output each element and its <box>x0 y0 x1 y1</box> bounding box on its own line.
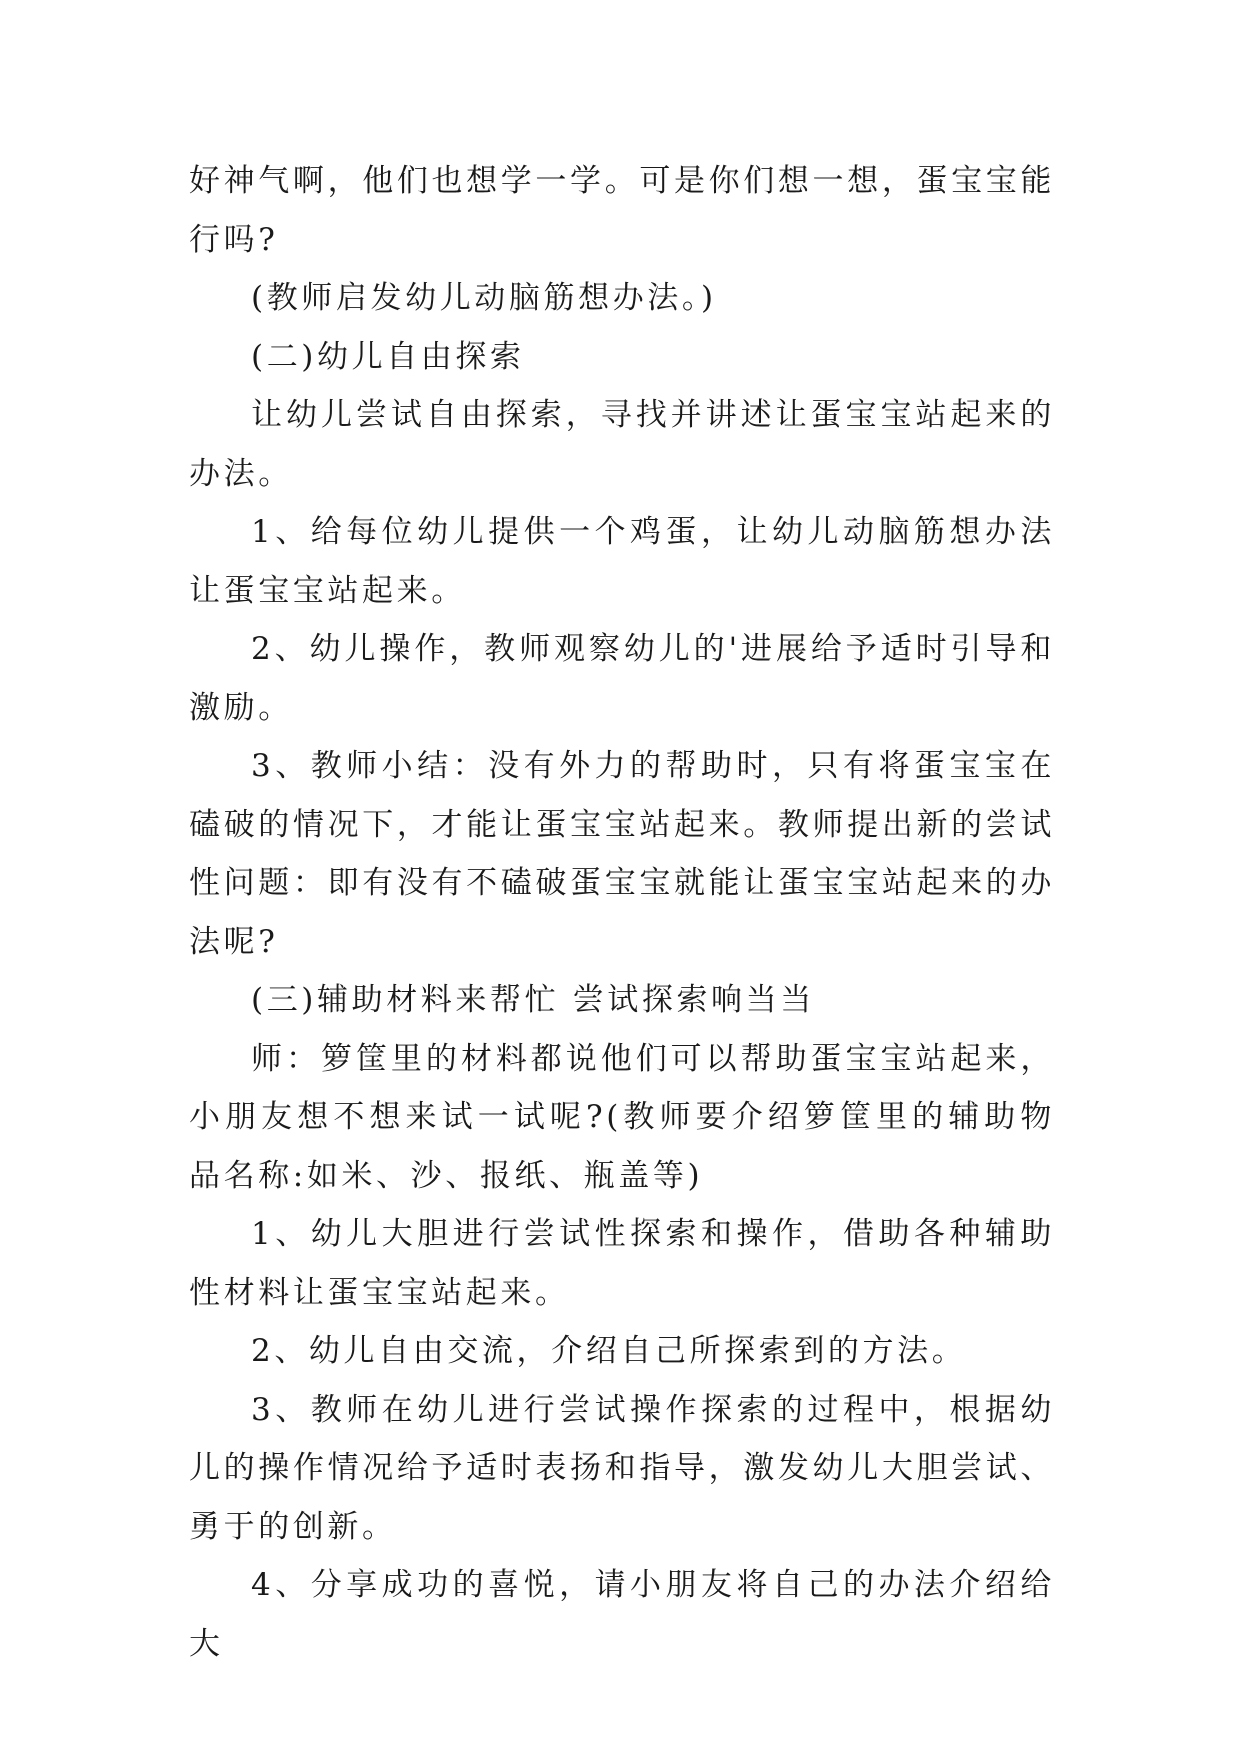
list-item: 3、教师小结：没有外力的帮助时，只有将蛋宝宝在磕破的情况下，才能让蛋宝宝站起来。教师提出新的尝试性问题：即有没有不磕破蛋宝宝就能让蛋宝宝站起来的办法呢? <box>189 748 1055 960</box>
list-item: 2、幼儿自由交流，介绍自己所探索到的方法。 <box>251 1333 967 1369</box>
list-item: 1、给每位幼儿提供一个鸡蛋，让幼儿动脑筋想办法让蛋宝宝站起来。 <box>189 514 1055 609</box>
section-heading: (二)幼儿自由探索 <box>251 338 525 375</box>
list-item: 4、分享成功的喜悦，请小朋友将自己的办法介绍给大 <box>189 1567 1055 1662</box>
paragraph: 好神气啊，他们也想学一学。可是你们想一想，蛋宝宝能行吗? <box>189 163 1055 258</box>
list-item: 3、教师在幼儿进行尝试操作探索的过程中，根据幼儿的操作情况给予适时表扬和指导，激发幼儿大胆尝试、勇于的创新。 <box>189 1391 1055 1545</box>
list-item: 2、幼儿操作，教师观察幼儿的'进展给予适时引导和激励。 <box>189 631 1055 726</box>
paragraph: 让幼儿尝试自由探索，寻找并讲述让蛋宝宝站起来的办法。 <box>189 397 1055 492</box>
paragraph: 师：箩筐里的材料都说他们可以帮助蛋宝宝站起来，小朋友想不想来试一试呢?(教师要介绍箩筐里的辅助物品名称:如米、沙、报纸、瓶盖等) <box>189 1040 1055 1194</box>
document-body <box>189 152 1055 1673</box>
list-item: 1、幼儿大胆进行尝试性探索和操作，借助各种辅助性材料让蛋宝宝站起来。 <box>189 1216 1055 1311</box>
paragraph: (教师启发幼儿动脑筋想办法。) <box>251 280 717 316</box>
section-heading: (三)辅助材料来帮忙 尝试探索响当当 <box>251 982 815 1018</box>
